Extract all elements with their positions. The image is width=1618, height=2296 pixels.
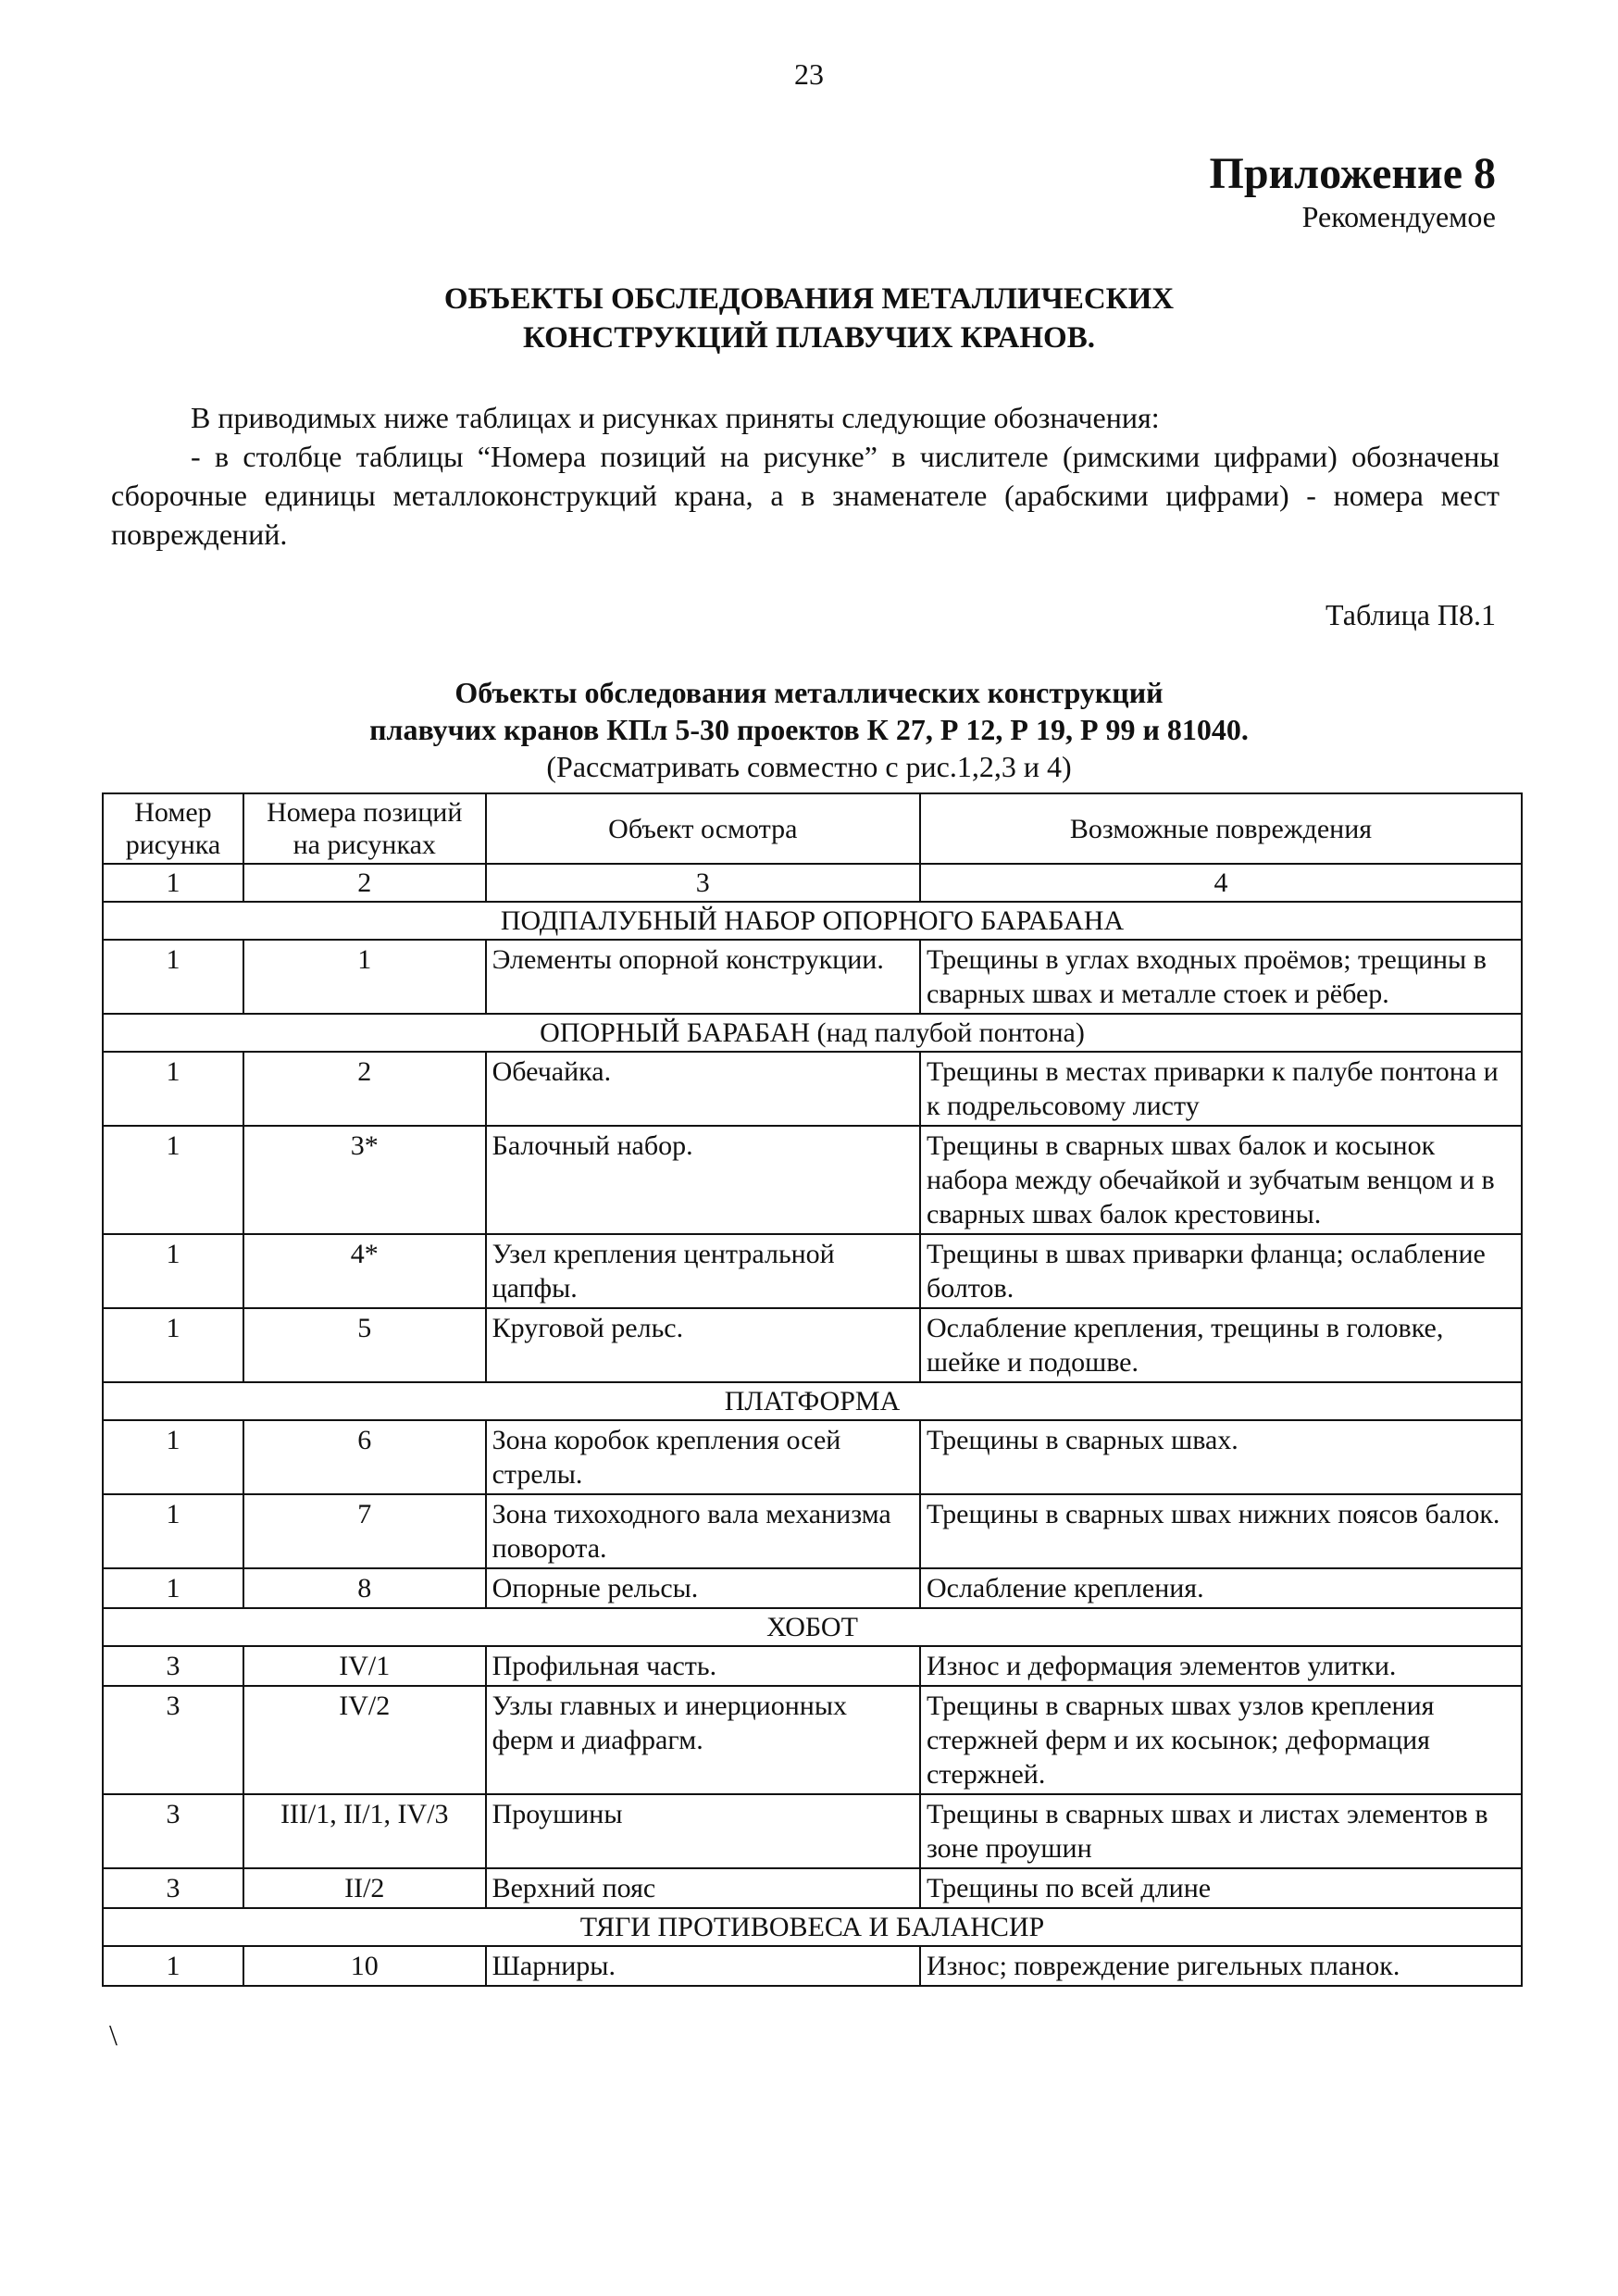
damage-cell: Трещины в сварных швах балок и косынок набора между обечайкой и зубчатым венцом и в сварных швах балок крестовины.	[920, 1126, 1522, 1234]
figure-number-cell: 1	[103, 1420, 243, 1494]
table-row	[103, 940, 1522, 1014]
damage-cell: Износ; повреждение ригельных планок.	[920, 1946, 1522, 1986]
position-cell: 10	[243, 1946, 486, 1986]
object-cell: Верхний пояс	[486, 1868, 920, 1908]
table-row	[103, 1686, 1522, 1794]
damage-cell: Трещины в сварных швах.	[920, 1420, 1522, 1494]
section-row	[103, 1608, 1522, 1646]
section-row	[103, 1382, 1522, 1420]
trailing-mark: \	[109, 2018, 118, 2052]
damage-cell: Трещины в углах входных проёмов; трещины в сварных швах и металле стоек и рёбер.	[920, 940, 1522, 1014]
header-cell: Номер рисунка	[103, 793, 243, 864]
damage-cell: Трещины в сварных швах и листах элементов в зоне проушин	[920, 1794, 1522, 1868]
position-cell: 2	[243, 1052, 486, 1126]
header-cell: Возможные повреждения	[920, 793, 1522, 864]
section-row	[103, 1014, 1522, 1052]
section-row	[103, 902, 1522, 940]
position-cell: IV/2	[243, 1686, 486, 1794]
position-cell: 1	[243, 940, 486, 1014]
table-title-line: Объекты обследования металлических конструкций	[454, 676, 1164, 709]
figure-number-cell: 1	[103, 940, 243, 1014]
column-number: 1	[103, 864, 243, 902]
object-cell: Зона тихоходного вала механизма поворота.	[486, 1494, 920, 1568]
intro-text	[111, 398, 1500, 554]
column-number-row	[103, 864, 1522, 902]
position-cell: III/1, II/1, IV/3	[243, 1794, 486, 1868]
header-cell: Номера позиций на рисунках	[243, 793, 486, 864]
object-cell: Узлы главных и инерционных ферм и диафрагм.	[486, 1686, 920, 1794]
section-title: ОПОРНЫЙ БАРАБАН (над палубой понтона)	[103, 1014, 1522, 1052]
column-number: 2	[243, 864, 486, 902]
object-cell: Шарниры.	[486, 1946, 920, 1986]
position-cell: 7	[243, 1494, 486, 1568]
figure-number-cell: 3	[103, 1794, 243, 1868]
figure-number-cell: 1	[103, 1946, 243, 1986]
damage-cell: Трещины по всей длине	[920, 1868, 1522, 1908]
intro-paragraph: В приводимых ниже таблицах и рисунках приняты следующие обозначения:	[191, 401, 1160, 434]
table-title	[0, 674, 1618, 785]
figure-number-cell: 3	[103, 1868, 243, 1908]
figure-number-cell: 1	[103, 1234, 243, 1308]
table-header-row	[103, 793, 1522, 864]
figure-number-cell: 3	[103, 1686, 243, 1794]
damage-cell: Ослабление крепления.	[920, 1568, 1522, 1608]
figure-number-cell: 1	[103, 1568, 243, 1608]
object-cell: Элементы опорной конструкции.	[486, 940, 920, 1014]
damage-cell: Трещины в швах приварки фланца; ослабление болтов.	[920, 1234, 1522, 1308]
position-cell: II/2	[243, 1868, 486, 1908]
appendix-title: Приложение 8	[1209, 149, 1496, 198]
table-row	[103, 1646, 1522, 1686]
figure-number-cell: 1	[103, 1126, 243, 1234]
page-number: 23	[794, 57, 824, 91]
appendix-subtitle: Рекомендуемое	[1301, 200, 1496, 233]
section-title: ПОДПАЛУБНЫЙ НАБОР ОПОРНОГО БАРАБАНА	[103, 902, 1522, 940]
table-row	[103, 1868, 1522, 1908]
table-row	[103, 1234, 1522, 1308]
position-cell: 6	[243, 1420, 486, 1494]
table-row	[103, 1946, 1522, 1986]
table-row	[103, 1126, 1522, 1234]
object-cell: Балочный набор.	[486, 1126, 920, 1234]
intro-paragraph: - в столбце таблицы “Номера позиций на рисунке” в числителе (римскими цифрами) обозначены сборочные единицы металлоконструкций крана, а в знаменателе (арабскими цифрами) - номера мест повреждений.	[111, 440, 1500, 551]
main-title	[0, 280, 1618, 357]
damage-cell: Износ и деформация элементов улитки.	[920, 1646, 1522, 1686]
section-title: ПЛАТФОРМА	[103, 1382, 1522, 1420]
figure-number-cell: 3	[103, 1646, 243, 1686]
table-title-note: (Рассматривать совместно с рис.1,2,3 и 4)	[546, 750, 1072, 783]
table-row	[103, 1308, 1522, 1382]
section-title: ТЯГИ ПРОТИВОВЕСА И БАЛАНСИР	[103, 1908, 1522, 1946]
damage-cell: Трещины в сварных швах узлов крепления стержней ферм и их косынок; деформация стержней.	[920, 1686, 1522, 1794]
table-row	[103, 1568, 1522, 1608]
position-cell: 3*	[243, 1126, 486, 1234]
position-cell: IV/1	[243, 1646, 486, 1686]
column-number: 3	[486, 864, 920, 902]
damage-cell: Трещины в местах приварки к палубе понтона и к подрельсовому листу	[920, 1052, 1522, 1126]
damage-cell: Ослабление крепления, трещины в головке, шейке и подошве.	[920, 1308, 1522, 1382]
object-cell: Профильная часть.	[486, 1646, 920, 1686]
header-cell: Объект осмотра	[486, 793, 920, 864]
object-cell: Опорные рельсы.	[486, 1568, 920, 1608]
table-title-line: плавучих кранов КПл 5-30 проектов К 27, Р 12, Р 19, Р 99 и 81040.	[369, 713, 1249, 746]
object-cell: Обечайка.	[486, 1052, 920, 1126]
table-id: Таблица П8.1	[1326, 598, 1496, 631]
figure-number-cell: 1	[103, 1308, 243, 1382]
main-title-line: ОБЪЕКТЫ ОБСЛЕДОВАНИЯ МЕТАЛЛИЧЕСКИХ	[443, 282, 1175, 316]
column-number: 4	[920, 864, 1522, 902]
table-row	[103, 1420, 1522, 1494]
position-cell: 8	[243, 1568, 486, 1608]
survey-table	[102, 792, 1523, 1987]
object-cell: Круговой рельс.	[486, 1308, 920, 1382]
figure-number-cell: 1	[103, 1494, 243, 1568]
position-cell: 5	[243, 1308, 486, 1382]
figure-number-cell: 1	[103, 1052, 243, 1126]
table-row	[103, 1494, 1522, 1568]
object-cell: Зона коробок крепления осей стрелы.	[486, 1420, 920, 1494]
position-cell: 4*	[243, 1234, 486, 1308]
section-title: ХОБОТ	[103, 1608, 1522, 1646]
object-cell: Узел крепления центральной цапфы.	[486, 1234, 920, 1308]
main-title-line: КОНСТРУКЦИЙ ПЛАВУЧИХ КРАНОВ.	[523, 321, 1095, 355]
table-row	[103, 1052, 1522, 1126]
object-cell: Проушины	[486, 1794, 920, 1868]
damage-cell: Трещины в сварных швах нижних поясов балок.	[920, 1494, 1522, 1568]
section-row	[103, 1908, 1522, 1946]
table-row	[103, 1794, 1522, 1868]
